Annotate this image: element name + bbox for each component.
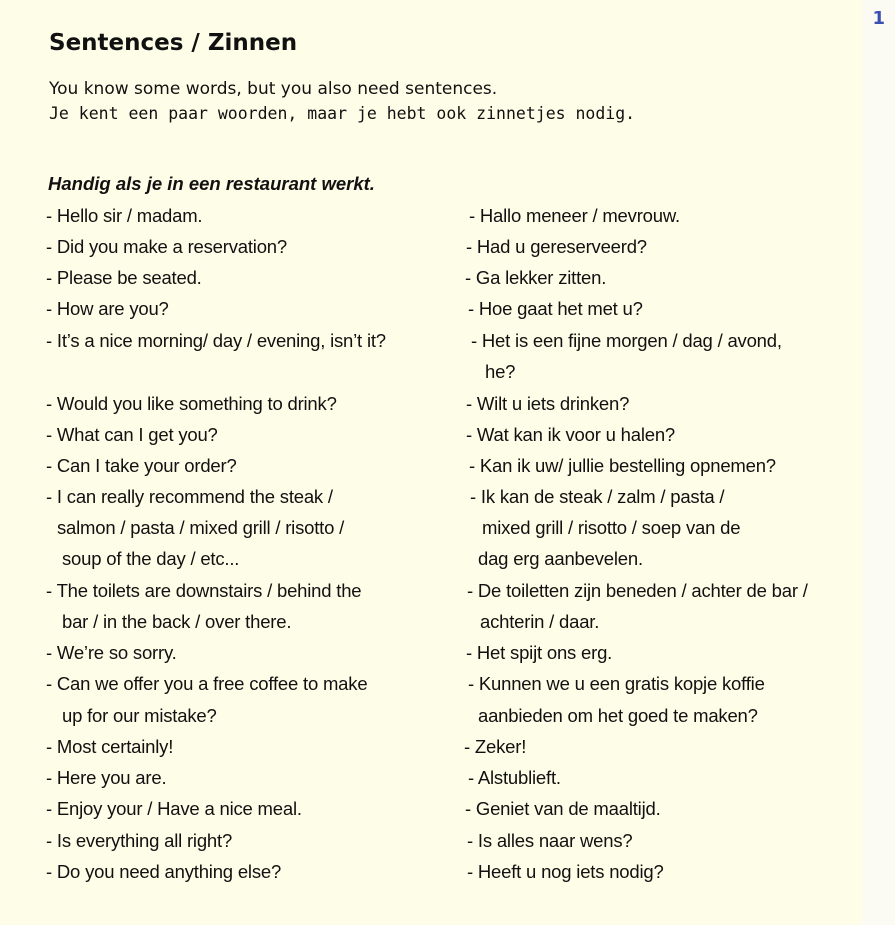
phrase-nl: he? <box>485 361 516 382</box>
phrase-en: - The toilets are downstairs / behind the <box>46 580 362 601</box>
phrase-en: - Is everything all right? <box>46 830 233 851</box>
intro-english: You know some words, but you also need sentences. <box>49 79 498 99</box>
phrase-nl: - Is alles naar wens? <box>467 830 633 851</box>
phrase-nl: - Geniet van de maaltijd. <box>465 798 661 819</box>
phrase-en: - What can I get you? <box>46 424 218 445</box>
phrase-en: bar / in the back / over there. <box>62 611 292 632</box>
phrase-en: - Please be seated. <box>46 267 202 288</box>
phrase-nl: - Ik kan de steak / zalm / pasta / <box>470 486 725 507</box>
phrase-nl: - Kan ik uw/ jullie bestelling opnemen? <box>469 455 776 476</box>
phrase-en: - I can really recommend the steak / <box>46 486 333 507</box>
phrase-nl: - Ga lekker zitten. <box>465 267 607 288</box>
phrase-en: - Do you need anything else? <box>46 861 282 882</box>
phrase-en: - We’re so sorry. <box>46 642 177 663</box>
phrase-nl: - Zeker! <box>464 736 527 757</box>
phrase-nl: - Hoe gaat het met u? <box>468 298 643 319</box>
phrase-nl: - Wat kan ik voor u halen? <box>466 424 676 445</box>
phrase-en: - Can we offer you a free coffee to make <box>46 673 368 694</box>
intro-dutch: Je kent een paar woorden, maar je hebt ook zinnetjes nodig. <box>49 104 636 123</box>
phrase-en: - Hello sir / madam. <box>46 205 203 226</box>
phrase-nl: - Alstublieft. <box>468 767 561 788</box>
phrase-nl: aanbieden om het goed te maken? <box>478 705 758 726</box>
phrase-nl: mixed grill / risotto / soep van de <box>482 517 741 538</box>
phrase-nl: - Had u gereserveerd? <box>466 236 647 257</box>
phrase-nl: - Kunnen we u een gratis kopje koffie <box>468 673 765 694</box>
phrase-en: - Can I take your order? <box>46 455 237 476</box>
page-title: Sentences / Zinnen <box>49 30 298 56</box>
page-number: 1 <box>872 8 885 29</box>
phrase-nl: - De toiletten zijn beneden / achter de bar / <box>467 580 808 601</box>
phrase-nl: - Hallo meneer / mevrouw. <box>469 205 680 226</box>
phrase-nl: achterin / daar. <box>480 611 600 632</box>
phrase-en: - How are you? <box>46 298 169 319</box>
phrase-en: - Would you like something to drink? <box>46 393 337 414</box>
phrase-nl: - Het spijt ons erg. <box>466 642 613 663</box>
right-margin-strip <box>862 0 895 925</box>
phrase-nl: - Heeft u nog iets nodig? <box>467 861 664 882</box>
phrase-en: - Enjoy your / Have a nice meal. <box>46 798 302 819</box>
phrase-en: salmon / pasta / mixed grill / risotto / <box>57 517 345 538</box>
phrase-nl: - Wilt u iets drinken? <box>466 393 630 414</box>
phrase-en: - Most certainly! <box>46 736 174 757</box>
section-heading: Handig als je in een restaurant werkt. <box>48 173 375 194</box>
phrase-en: - Did you make a reservation? <box>46 236 287 257</box>
phrase-en: up for our mistake? <box>62 705 217 726</box>
phrase-nl: dag erg aanbevelen. <box>478 548 643 569</box>
phrase-en: - Here you are. <box>46 767 167 788</box>
phrase-en: - It’s a nice morning/ day / evening, isn’t it? <box>46 330 386 351</box>
phrase-nl: - Het is een fijne morgen / dag / avond, <box>471 330 782 351</box>
phrase-en: soup of the day / etc... <box>62 548 240 569</box>
